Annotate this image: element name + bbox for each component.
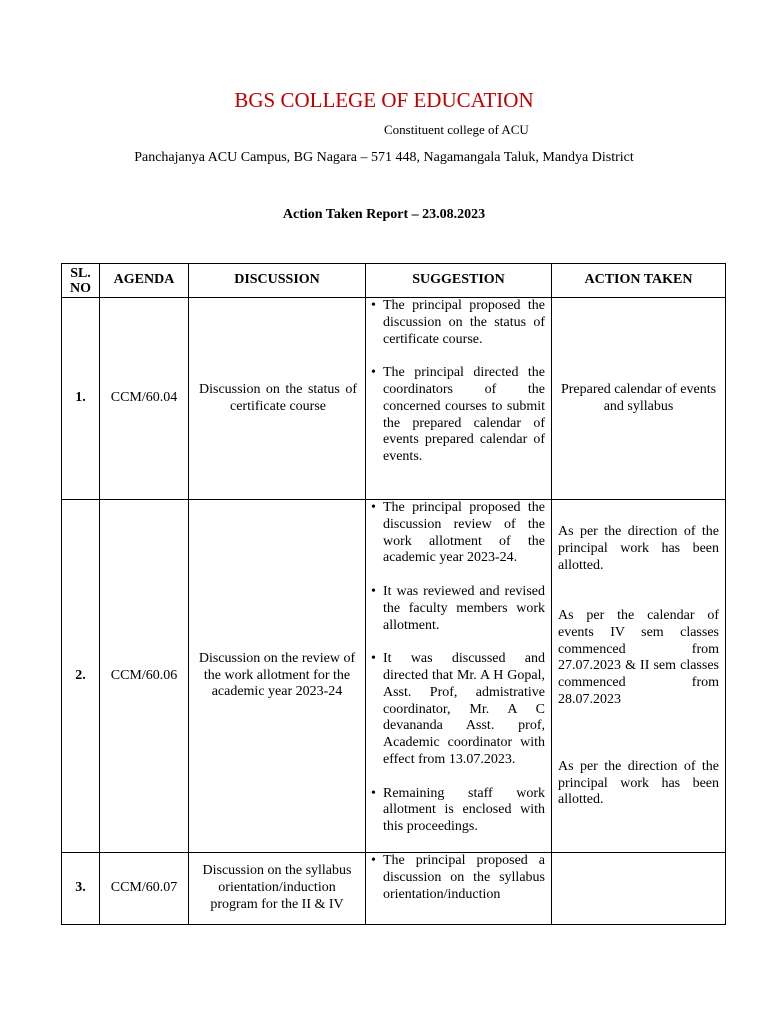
- action-item: As per the calendar of events IV sem classes commenced from 27.07.2023 & II sem classes commenced from 28.07.2023: [558, 607, 719, 707]
- report-title: Action Taken Report – 23.08.2023: [282, 207, 486, 222]
- row-suggestions: [366, 298, 552, 500]
- suggestion-item: • The principal proposed a discussion on the syllabus orientation/induction: [366, 853, 551, 903]
- suggestion-item: • The principal proposed the discussion on the status of certificate course.: [366, 298, 551, 348]
- row-suggestions: [366, 853, 552, 925]
- row-sl: 3.: [62, 853, 100, 925]
- action-item: Prepared calendar of events and syllabus: [560, 381, 717, 414]
- college-subtitle: Constituent college of ACU: [384, 122, 529, 137]
- row-discussion: Discussion on the status of certificate course: [189, 298, 366, 500]
- suggestion-item: • Remaining staff work allotment is enclosed with this proceedings.: [366, 786, 551, 836]
- row-agenda: CCM/60.04: [100, 298, 189, 500]
- table-row: [62, 853, 726, 925]
- row-actions: [552, 500, 726, 853]
- suggestion-item: • It was discussed and directed that Mr. A H Gopal, Asst. Prof, admistrative coordinator, Mr. A C devananda Asst. prof, Academic coordinator with effect from 13.07.2023.: [366, 651, 551, 769]
- col-header-action: ACTION TAKEN: [552, 264, 726, 298]
- suggestion-item: • The principal proposed the discussion review of the work allotment of the academic year 2023-24.: [366, 500, 551, 567]
- col-header-agenda: AGENDA: [100, 264, 189, 298]
- table-row: [62, 298, 726, 500]
- row-discussion: Discussion on the review of the work allotment for the academic year 2023-24: [189, 500, 366, 853]
- table-header-row: [62, 264, 726, 298]
- row-actions: [552, 298, 726, 500]
- row-suggestions: [366, 500, 552, 853]
- row-agenda: CCM/60.06: [100, 500, 189, 853]
- row-sl: 1.: [62, 298, 100, 500]
- row-actions: [552, 853, 726, 925]
- suggestion-item: • The principal directed the coordinators of the concerned courses to submit the prepared calendar of events prepared calendar of events.: [366, 365, 551, 466]
- col-header-discussion: DISCUSSION: [189, 264, 366, 298]
- col-header-sl: SL. NO: [62, 264, 100, 298]
- action-item: As per the direction of the principal work has been allotted.: [558, 758, 719, 808]
- suggestion-item: • It was reviewed and revised the faculty members work allotment.: [366, 584, 551, 634]
- table-row: [62, 500, 726, 853]
- action-taken-table: [61, 263, 726, 925]
- row-sl: 2.: [62, 500, 100, 853]
- college-address: Panchajanya ACU Campus, BG Nagara – 571 448, Nagamangala Taluk, Mandya District: [134, 150, 634, 165]
- action-item: As per the direction of the principal work has been allotted.: [558, 524, 719, 573]
- college-title: BGS COLLEGE OF EDUCATION: [234, 88, 534, 112]
- row-agenda: CCM/60.07: [100, 853, 189, 925]
- row-discussion: Discussion on the syllabus orientation/induction program for the II & IV: [189, 853, 366, 925]
- col-header-suggestion: SUGGESTION: [366, 264, 552, 298]
